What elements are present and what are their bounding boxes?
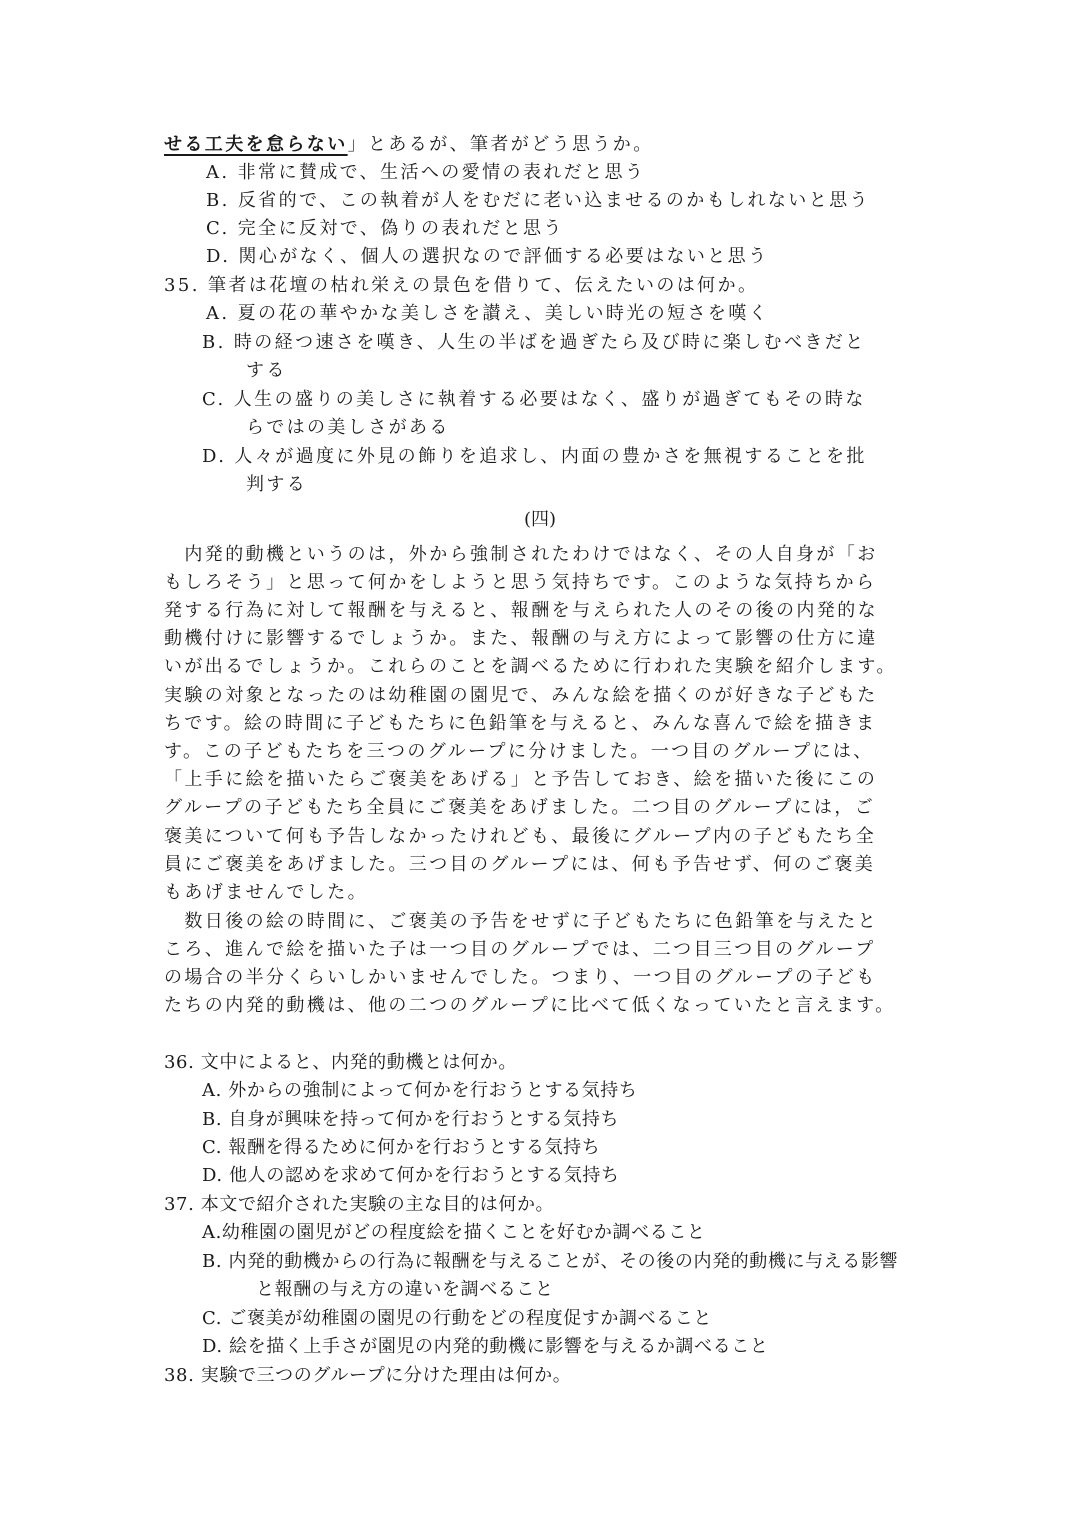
passage-line: ちです。絵の時間に子どもたちに色鉛筆を与えると、みんな喜んで絵を描きま [164, 713, 877, 734]
q37-option-a: A.幼稚園の園児がどの程度絵を描くことを好むか調べること [202, 1222, 706, 1243]
passage-line: 内発的動機というのは，外から強制されたわけではなく、その人自身が「お [164, 544, 878, 565]
q34-option-b: B. 反省的で、この執着が人をむだに老い込ませるのかもしれないと思う [206, 190, 870, 211]
q36-option-d: D. 他人の認めを求めて何かを行おうとする気持ち [202, 1165, 620, 1186]
passage-line: いが出るでしょうか。これらのことを調べるために行われた実験を紹介します。 [164, 656, 897, 677]
q34-option-a: A. 非常に賛成で、生活への愛情の表れだと思う [206, 162, 646, 183]
q37-option-b-line2: と報酬の与え方の違いを調べること [256, 1279, 554, 1300]
passage-line: たちの内発的動機は、他の二つのグループに比べて低くなっていたと言えます。 [164, 995, 896, 1016]
q34-option-c: C. 完全に反対で、偽りの表れだと思う [206, 218, 564, 239]
passage-line: 動機付けに影響するでしょうか。また、報酬の与え方によって影響の仕方に違 [164, 628, 878, 649]
q34-option-d: D. 関心がなく、個人の選択なので評価する必要はないと思う [206, 246, 769, 267]
q37-option-b-line1: B. 内発的動機からの行為に報酬を与えることが、その後の内発的動機に与える影響 [202, 1251, 899, 1272]
q36-option-b: B. 自身が興味を持って何かを行おうとする気持ち [202, 1109, 620, 1130]
passage-line: の場合の半分くらいしかいませんでした。つまり、一つ目のグループの子ども [164, 967, 877, 988]
q35-option-d-line2: 判する [246, 474, 308, 495]
q35-option-b-line2: する [246, 360, 287, 381]
q38-question: 38. 実験で三つのグループに分けた理由は何か。 [164, 1365, 572, 1386]
q35-option-c-line2: らではの美しさがある [246, 417, 450, 438]
passage-line: グループの子どもたち全員にご褒美をあげました。二つ目のグループには，ご [164, 797, 876, 818]
q36-option-a: A. 外からの強制によって何かを行おうとする気持ち [202, 1080, 638, 1101]
passage-line: 数日後の絵の時間に、ご褒美の予告をせずに子どもたちに色鉛筆を与えたと [164, 911, 878, 932]
underlined-phrase: せる工夫を怠らない [164, 134, 348, 155]
passage-line: 褒美について何も予告しなかったけれども、最後にグループ内の子どもたち全 [164, 826, 877, 847]
q34-question-rest: 」とあるが、筆者がどう思うか。 [347, 134, 654, 155]
passage-line: 「上手に絵を描いたらご褒美をあげる」と予告しておき、絵を描いた後にこの [164, 769, 878, 790]
section-title: (四) [523, 509, 557, 530]
q34-question-tail [164, 131, 654, 159]
passage-line: ころ、進んで絵を描いた子は一つ目のグループでは、二つ目三つ目のグループ [164, 939, 876, 960]
q36-question: 36. 文中によると、内発的動機とは何か。 [164, 1052, 517, 1073]
q37-option-c: C. ご褒美が幼稚園の園児の行動をどの程度促すか調べること [202, 1308, 712, 1329]
passage-line: もしろそう」と思って何かをしようと思う気持ちです。このような気持ちから [164, 572, 877, 593]
passage-line: 員にご褒美をあげました。三つ目のグループには、何も予告せず、何のご褒美 [164, 854, 876, 875]
q35-question: 35. 筆者は花壇の枯れ栄えの景色を借りて、伝えたいのは何か。 [164, 275, 759, 296]
q36-option-c: C. 報酬を得るために何かを行おうとする気持ち [202, 1137, 601, 1158]
passage-line: 実験の対象となったのは幼稚園の園児で、みんな絵を描くのが好きな子どもた [164, 685, 878, 706]
q37-question: 37. 本文で紹介された実験の主な目的は何か。 [164, 1194, 555, 1215]
passage-line: す。この子どもたちを三つのグループに分けました。一つ目のグループには、 [164, 741, 874, 762]
q35-option-c-line1: C. 人生の盛りの美しさに執着する必要はなく、盛りが過ぎてもその時な [202, 389, 866, 410]
passage-line: もあげませんでした。 [164, 882, 368, 903]
q37-option-d: D. 絵を描く上手さが園児の内発的動機に影響を与えるか調べること [202, 1336, 769, 1357]
q35-option-d-line1: D. 人々が過度に外見の飾りを追求し、内面の豊かさを無視することを批 [202, 446, 867, 467]
passage-line: 発する行為に対して報酬を与えると、報酬を与えられた人のその後の内発的な [164, 600, 878, 621]
q35-option-b-line1: B. 時の経つ速さを嘆き、人生の半ばを過ぎたら及び時に楽しむべきだと [202, 332, 866, 353]
q35-option-a: A. 夏の花の華やかな美しさを讃え、美しい時光の短さを嘆く [206, 303, 770, 324]
